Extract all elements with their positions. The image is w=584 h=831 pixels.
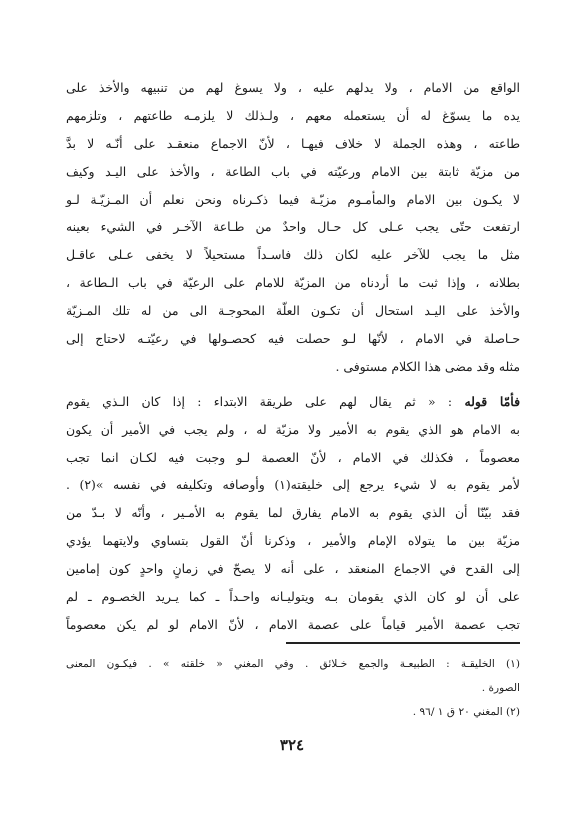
- text-line: ارتفعت حتّى يجب عـلى كل حـال واحدٌ من طـاعة الآخـر في الشيء بعينه: [66, 219, 520, 235]
- footnote-1: (١) الخليقـة : الطبيعـة والجمع خـلائق . وفي المغني « خلقته » . فيكـون المعنى: [66, 658, 520, 670]
- text-line: من مزيّة ثابتة بين الامام ورعيّته في باب الطاعة ، والأخذ على اليـد وكيف: [66, 163, 520, 179]
- text-line: [66, 388, 520, 416]
- text-line: به الامام هو الذي يقوم به الأمير ولا مزيّة له ، ولم يجب في الأمير أن يكون: [66, 421, 520, 437]
- footnote-separator: [286, 642, 520, 644]
- text-line: حـاصلة في الامام ، لأنّها لـو حصلت فيه كحصـولها في رعيّتـه لاحتاج إلى: [66, 331, 520, 347]
- footnote-2: (٢) المغني ٢٠ ق ١ /٩٦ .: [412, 706, 520, 718]
- text-line: معصوماً ، فكذلك في الامام ، لأنّ العصمة لـو وجبت فيه لكـان انما تجب: [66, 449, 520, 465]
- text-line: لأمر يقوم به لا شيء يرجع إلى خليقته(١) وأوصافه وتكليفه في نفسه »(٢) .: [66, 477, 520, 493]
- text-line: طاعته ، وهذه الجملة لا خلاف فيهـا ، لأنّ الاجماع منعقـد على أنّـه لا بدَّ: [66, 135, 520, 151]
- footnote-1-continued: الصورة .: [481, 682, 520, 694]
- text-line: مزيّة بين ما يتولاه الإمام والأمير ، وذكرنا أنّ القول بتساوي ولايتهما يؤدي: [66, 533, 520, 549]
- text-line: لا يكـون بين الامام والمأمـوم مزيّـة فيما ذكـرناه ونحن نعلم أن المـزيّـة لـو: [66, 191, 520, 207]
- footnotes: [66, 652, 520, 724]
- text-line: إلى القدح في الاجماع المنعقد ، على أنه لا يصحّ في زمانٍ واحدٍ كون إمامين: [66, 561, 520, 577]
- paragraph-2: [66, 388, 520, 639]
- text-line: مثله وقد مضى هذا الكلام مستوفى .: [335, 358, 520, 374]
- text-line: مثل ما يجب للآخر عليه لكان ذلك فاسـداً مستحيلاً لا يخفى عـلى عاقـل: [66, 247, 520, 263]
- paragraph-1: [66, 74, 520, 381]
- page-number: ٣٢٤: [279, 736, 305, 754]
- text-line: الواقع من الامام ، ولا يدلهم عليه ، ولا يسوغ لهم من تنبيهه والأخذ على: [66, 80, 520, 95]
- paragraph-gap: [66, 381, 520, 388]
- paragraph-lead: فأمّا قوله: [464, 393, 520, 409]
- main-text: [66, 74, 520, 639]
- text-line: تجب عصمة الأمير قياماً على عصمة الامام ، لأنّ الامام لو لم يكن معصوماً: [66, 616, 520, 632]
- text-line: فقد بيّنّا أن الذي يقوم به الامام يفارق لما يقوم به الأمـير ، وأنّه لا بـدّ من: [66, 505, 520, 521]
- text-line-rest: : « ثم يقال لهم على طريقة الابتداء : إذا كان الـذي يقوم: [66, 393, 453, 409]
- text-line: بطلانه ، وإذا ثبت ما أردناه من المزيّة للامام على الرعيّة في باب الـطاعة ،: [66, 275, 520, 291]
- text-line: يده ما يسوّغ له أن يستعمله معهم ، ولـذلك لا يلزمـه طاعتهم ، وتلزمهم: [66, 107, 520, 123]
- text-line: والأخذ على اليـد استحال أن تكـون العلّة المحوجـة الى من له تلك المـزيّة: [66, 303, 520, 319]
- text-line: على أن لو كان الذي يقومان بـه ويتوليـانه واحـداً ـ كما يـريد الخصـوم ـ لم: [66, 589, 520, 605]
